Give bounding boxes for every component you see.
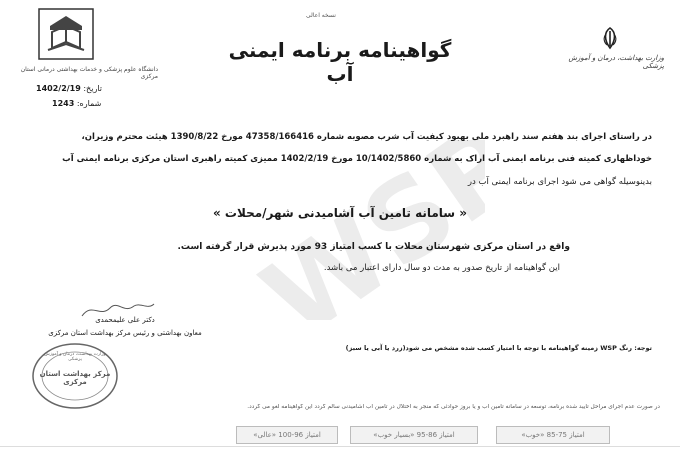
document-mark: نسخه اعالی	[306, 12, 336, 19]
legend-very-good: امتیاز 86-95 «بسیار خوب»	[350, 426, 478, 444]
number-label: شماره:	[76, 99, 102, 108]
legend-good: امتیاز 75-85 «خوب»	[496, 426, 610, 444]
official-stamp	[30, 340, 120, 412]
body-line-5: این گواهینامه از تاریخ صدور به مدت دو سال دارای اعتبار می باشد.	[323, 263, 560, 273]
number-value: 1243	[52, 99, 75, 108]
ministry-name: وزارت بهداشت، درمان و آموزش پزشکی	[568, 54, 664, 70]
stamp-text: مرکز بهداشت استان مرکزی	[39, 370, 111, 386]
water-system-name: « سامانه تامین آب آشامیدنی شهر/محلات »	[212, 206, 468, 220]
body-line-4: واقع در استان مرکزی شهرستان محلات با کسب امتیاز 93 مورد پذیرش قرار گرفته است.	[177, 242, 570, 252]
body-line-1: در راستای اجرای بند هفتم سند راهبرد ملی بهبود کیفیت آب شرب مصوبه شماره 47358/166416 مورخ 1390/8/22 هیئت محترم وزیران،	[81, 132, 652, 142]
university-logo	[38, 8, 94, 60]
legend-excellent: امتیاز 96-100 «عالی»	[236, 426, 338, 444]
university-name: دانشگاه علوم پزشکی و خدمات بهداشتی درمانی استان مرکزی	[20, 66, 158, 80]
page-title: گواهینامه برنامه ایمنی آب	[228, 38, 452, 86]
footer-text: در صورت عدم اجرای مراحل تایید شده برنامه، توسعه در سامانه تامین آب و یا بروز حوادثی که منجر به اختلال در تامین آب آشامیدنی سالم گردد این گواهینامه لغو می گردد.	[247, 404, 660, 410]
color-note	[272, 344, 652, 352]
signatory-name: دکتر علی علیمحمدی	[95, 316, 155, 324]
ministry-emblem	[598, 26, 622, 50]
signatory-role: معاون بهداشتی و رئیس مرکز بهداشت استان مرکزی	[48, 329, 202, 337]
note-text: رنگ WSP زمینه گواهینامه با توجه با امتیاز کسب شده مشخص می شود(زرد یا آبی یا سبز)	[345, 344, 632, 352]
stamp-top-text: وزارت بهداشت، درمان و آموزش پزشکی	[44, 352, 106, 362]
body-line-2: خوداظهاری کمیته فنی برنامه ایمنی آب اراک به شماره 10/1402/5860 مورخ 1402/2/19 ممیزی کمیته راهبری استان مرکزی برنامه ایمنی آب	[62, 154, 652, 164]
number-line	[52, 99, 101, 108]
date-label: تاریخ:	[83, 84, 102, 93]
date-line	[36, 84, 102, 93]
watermark-text: WSP	[240, 140, 485, 320]
body-line-3: بدینوسیله گواهی می شود اجرای برنامه ایمنی آب در	[467, 177, 652, 187]
date-value: 1402/2/19	[36, 84, 81, 93]
note-label: توجه:	[634, 344, 652, 352]
wsp-watermark	[225, 140, 485, 320]
bottom-divider	[0, 446, 680, 447]
